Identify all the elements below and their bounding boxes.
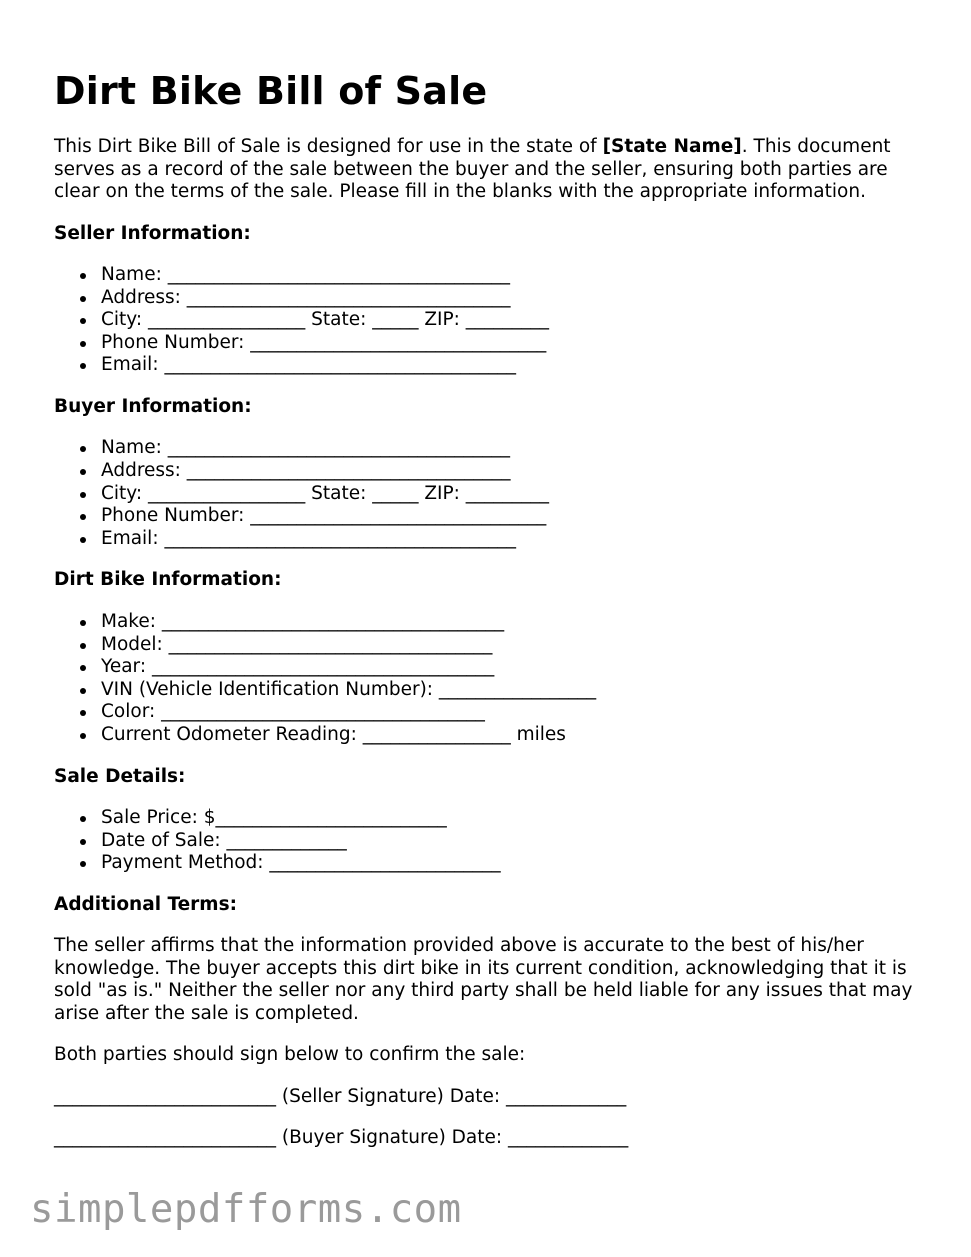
buyer-signature-line[interactable]: ________________________ (Buyer Signature) Date: _____________ [54, 1127, 629, 1149]
bike-color-field[interactable]: Color: ___________________________________ [101, 701, 924, 724]
buyer-section-heading: Buyer Information: [54, 395, 252, 417]
sale-date-field[interactable]: Date of Sale: _____________ [101, 830, 924, 853]
bike-year-field[interactable]: Year: _____________________________________ [101, 656, 924, 679]
intro-text-before: This Dirt Bike Bill of Sale is designed for use in the state of [54, 136, 603, 157]
bike-section-heading: Dirt Bike Information: [54, 569, 282, 591]
document-title: Dirt Bike Bill of Sale [54, 69, 488, 113]
buyer-city-state-zip-field[interactable]: City: _________________ State: _____ ZIP: _________ [101, 483, 924, 506]
seller-name-field[interactable]: Name: _____________________________________ [101, 264, 924, 287]
site-watermark: simplepdfforms.com [30, 1187, 462, 1232]
bike-model-field[interactable]: Model: ___________________________________ [101, 634, 924, 657]
document-page [54, 62, 924, 1169]
seller-phone-field[interactable]: Phone Number: ________________________________ [101, 332, 924, 355]
bike-vin-field[interactable]: VIN (Vehicle Identification Number): _________________ [101, 679, 924, 702]
bike-odometer-field[interactable]: Current Odometer Reading: ________________ miles [101, 724, 924, 747]
seller-field-list [54, 264, 924, 377]
buyer-phone-field[interactable]: Phone Number: ________________________________ [101, 505, 924, 528]
intro-text-after: . This document serves as a record of the sale between the buyer and the seller, ensuring both parties are clear on the terms of the sale. Please fill in the blanks with the appropriate information. [54, 136, 891, 202]
confirm-instruction: Both parties should sign below to confirm the sale: [54, 1044, 526, 1066]
terms-paragraph: The seller affirms that the information provided above is accurate to the best of his/her knowledge. The buyer accepts this dirt bike in its current condition, acknowledging that it is sold "as is." Neither the seller nor any third party shall be held liable for any issues that may arise after the sale is completed. [54, 935, 913, 1024]
payment-method-field[interactable]: Payment Method: _________________________ [101, 852, 924, 875]
seller-city-state-zip-field[interactable]: City: _________________ State: _____ ZIP: _________ [101, 309, 924, 332]
terms-section-heading: Additional Terms: [54, 893, 237, 915]
bike-make-field[interactable]: Make: _____________________________________ [101, 611, 924, 634]
seller-address-field[interactable]: Address: ___________________________________ [101, 287, 924, 310]
bike-field-list [54, 611, 924, 747]
buyer-email-field[interactable]: Email: ______________________________________ [101, 528, 924, 551]
buyer-name-field[interactable]: Name: _____________________________________ [101, 437, 924, 460]
seller-email-field[interactable]: Email: ______________________________________ [101, 354, 924, 377]
sale-field-list [54, 807, 924, 875]
state-name-placeholder: [State Name] [602, 136, 742, 157]
seller-signature-line[interactable]: ________________________ (Seller Signature) Date: _____________ [54, 1085, 627, 1107]
buyer-address-field[interactable]: Address: ___________________________________ [101, 460, 924, 483]
intro-paragraph [54, 136, 924, 204]
sale-section-heading: Sale Details: [54, 765, 186, 787]
seller-section-heading: Seller Information: [54, 222, 251, 244]
buyer-field-list [54, 437, 924, 550]
sale-price-field[interactable]: Sale Price: $_________________________ [101, 807, 924, 830]
